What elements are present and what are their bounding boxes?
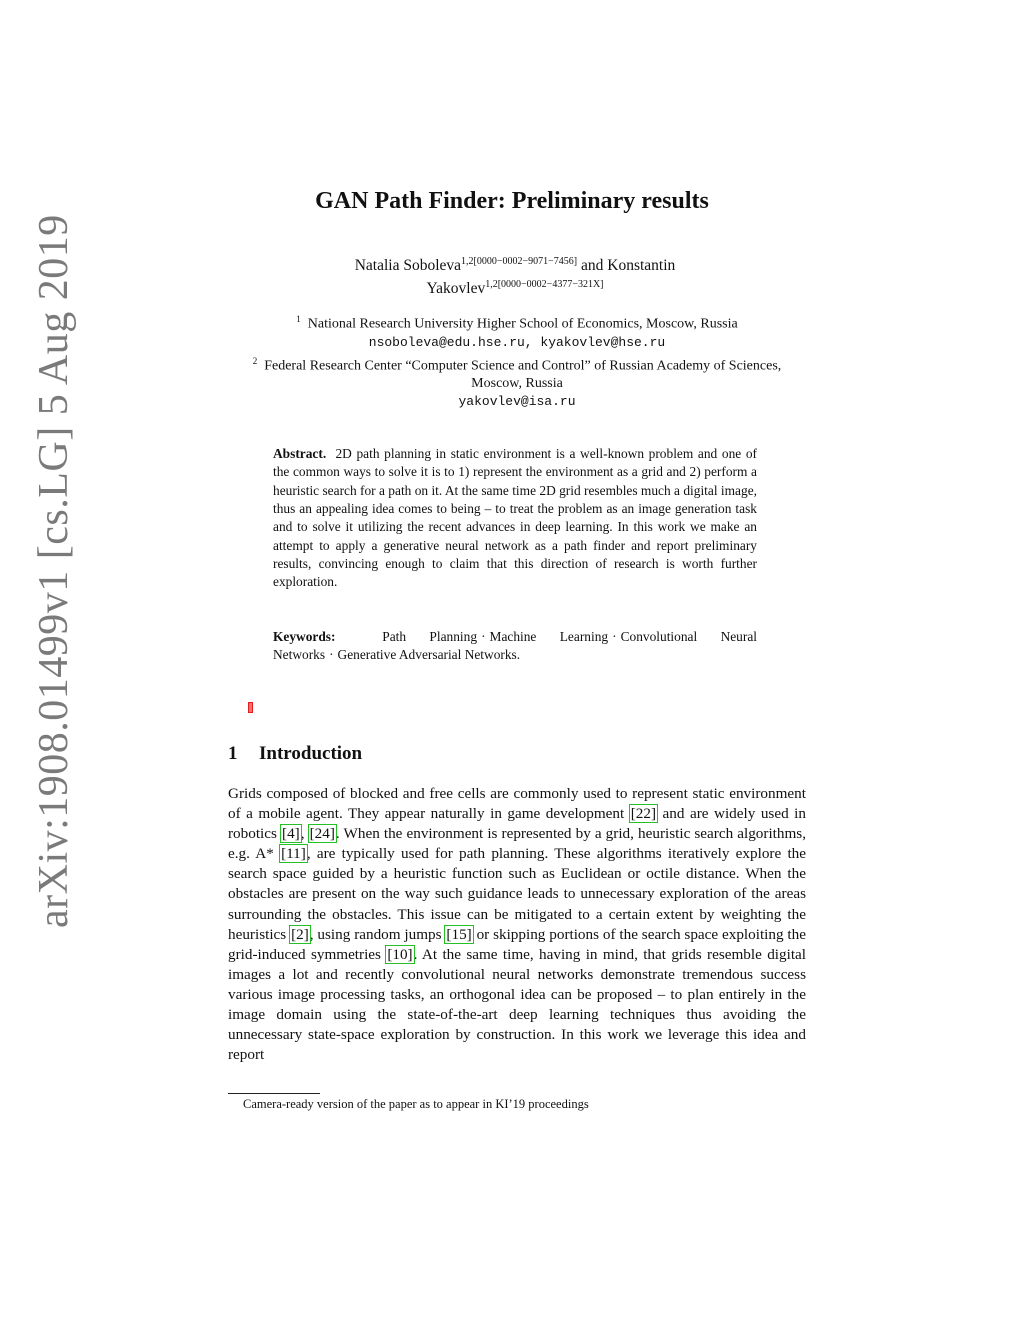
- author-block: [290, 252, 740, 298]
- keywords: [273, 628, 757, 665]
- section-title: Introduction: [259, 743, 363, 764]
- affiliation-2: [228, 352, 806, 394]
- email-link[interactable]: nsoboleva@edu.hse.ru, kyakovlev@hse.ru: [368, 334, 666, 350]
- affiliations-block: [228, 310, 806, 411]
- introduction-paragraph: [228, 784, 806, 1065]
- body-text: . When the environment is represented by a grid, heuristic search algorithms, e.g. A*: [228, 825, 807, 863]
- body-text: ,: [300, 825, 309, 843]
- keyword-separator: ·: [481, 629, 486, 644]
- author-name: Yakovlev: [426, 280, 486, 298]
- keyword: Path Planning: [382, 629, 478, 644]
- body-text: or skipping portions of the search space exploiting the grid-induced symmetries: [228, 925, 806, 963]
- affiliation-number: 2: [252, 355, 258, 366]
- email-link[interactable]: yakovlev@isa.ru: [458, 394, 576, 410]
- footnote-anchor-mark[interactable]: [248, 702, 253, 713]
- citation-link[interactable]: [15]: [446, 925, 472, 943]
- footnote-divider: [228, 1093, 320, 1094]
- keyword-separator: ·: [612, 629, 617, 644]
- author-affiliation-orcid: 1,2[0000−0002−9071−7456]: [461, 256, 578, 267]
- citation-link[interactable]: [2]: [291, 925, 309, 943]
- author-affiliation-orcid: 1,2[0000−0002−4377−321X]: [485, 279, 604, 291]
- footnote: Camera-ready version of the paper as to appear in KI’19 proceedings: [243, 1097, 589, 1111]
- affiliation-number: 1: [296, 314, 301, 324]
- citation-link[interactable]: [24]: [309, 825, 335, 843]
- keyword: Machine Learning: [489, 629, 609, 644]
- abstract: [273, 445, 757, 592]
- body-text: and are widely used in robotics: [228, 805, 806, 843]
- keyword: Convolutional Neural Networks: [273, 629, 757, 663]
- author-conjunction: and Konstantin: [577, 257, 676, 275]
- body-text: Grids composed of blocked and free cells are commonly used to represent static environment of a mobile agent. They appear naturally in game development: [228, 785, 806, 823]
- keywords-label: Keywords:: [273, 629, 336, 644]
- citation-link[interactable]: [22]: [630, 805, 657, 823]
- citation-link[interactable]: [4]: [282, 825, 300, 843]
- citation-link[interactable]: [11]: [281, 845, 306, 863]
- author-name: Natalia Soboleva: [354, 257, 462, 275]
- section-number: 1: [228, 743, 238, 764]
- section-heading: [228, 743, 362, 765]
- keyword: Generative Adversarial Networks.: [337, 647, 521, 663]
- body-text: , using random jumps: [309, 925, 446, 943]
- affiliation-1: [228, 310, 806, 334]
- abstract-label: Abstract.: [273, 446, 327, 461]
- citation-link[interactable]: [10]: [387, 945, 413, 963]
- body-text: . At the same time, having in mind, that grids resemble digital images a lot and recently convolutional neural networks demonstrate tremendous success various image processing tasks, an orthogonal idea can be proposed – to plan entirely in the image domain using the state-of-the-art deep learning techniques thus avoiding the unnecessary state-space exploration by construction. In this work we leverage this idea and report: [228, 945, 807, 1064]
- affiliation-text: National Research University Higher School of Economics, Moscow, Russia: [307, 316, 738, 332]
- paper-title: GAN Path Finder: Preliminary results: [315, 188, 709, 214]
- keyword-separator: ·: [329, 647, 334, 663]
- body-text: , are typically used for path planning. These algorithms iteratively explore the search space guided by a heuristic function such as Euclidean or octile distance. When the obstacles are present on the way such guidance leads to unnecessary exploration of the areas surrounding the obstacles. This issue can be mitigated to a certain extent by weighting the heuristics: [228, 845, 806, 943]
- arxiv-identifier-stamp: arXiv:1908.01499v1 [cs.LG] 5 Aug 2019: [31, 214, 77, 928]
- abstract-text: 2D path planning in static environment is a well-known problem and one of the common ways to solve it is to 1) represent the environment as a grid and 2) perform a heuristic search for a path on it. At the same time 2D grid resembles much a digital image, thus an appealing idea comes to being – to treat the problem as an image generation task and to solve it utilizing the recent advances in deep learning. In this work we make an attempt to apply a generative neural network as a path finder and report preliminary results, convincing enough to claim that this direction of research is worth further exploration.: [273, 446, 758, 590]
- affiliation-text: Federal Research Center “Computer Science and Control” of Russian Academy of Sciences, Moscow, Russia: [264, 358, 782, 392]
